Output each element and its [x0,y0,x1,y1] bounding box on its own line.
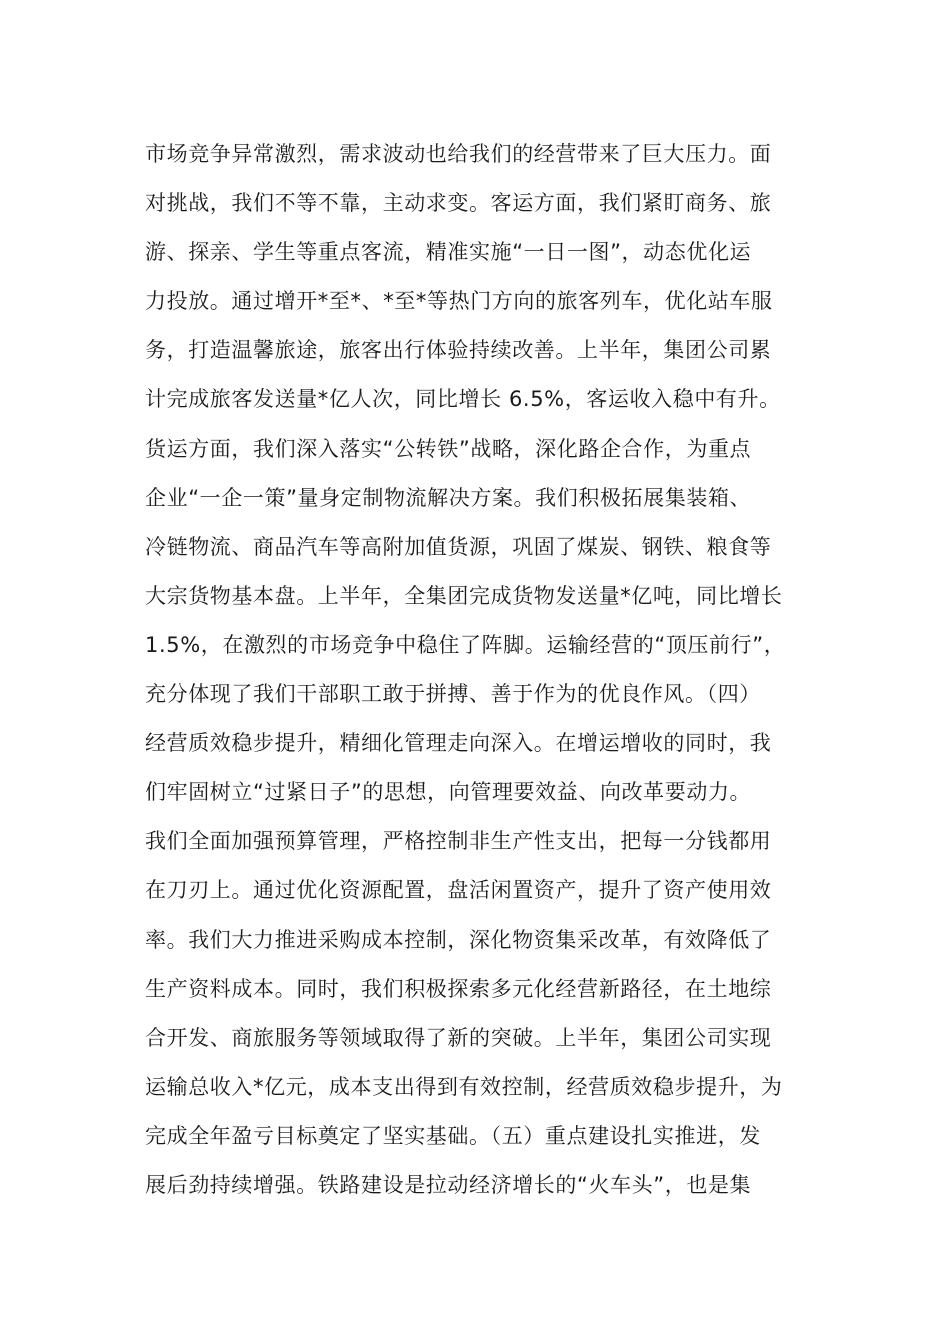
text-line: 1.5%，在激烈的市场竞争中稳住了阵脚。运输经营的“顶压前行”， [145,632,786,657]
text-line: 运输总收入*亿元，成本支出得到有效控制，经营质效稳步提升，为 [145,1074,783,1099]
text-line: 经营质效稳步提升，精细化管理走向深入。在增运增收的同时，我 [145,731,772,756]
text-line: 游、探亲、学生等重点客流，精准实施“一日一图”，动态优化运 [145,240,752,265]
text-line: 力投放。通过增开*至*、*至*等热门方向的旅客列车，优化站车服 [145,289,773,314]
text-line: 我们全面加强预算管理，严格控制非生产性支出，把每一分钱都用 [145,829,772,854]
text-line: 率。我们大力推进采购成本控制，深化物资集采改革，有效降低了 [145,927,772,952]
text-line: 们牢固树立“过紧日子”的思想，向管理要效益、向改革要动力。 [145,780,752,805]
text-line: 计完成旅客发送量*亿人次，同比增长 6.5%，客运收入稳中有升。 [145,387,781,412]
text-line: 企业“一企一策”量身定制物流解决方案。我们积极拓展集装箱、 [145,485,752,510]
text-line: 大宗货物基本盘。上半年，全集团完成货物发送量*亿吨，同比增长 [145,583,783,608]
text-line: 展后劲持续增强。铁路建设是拉动经济增长的“火车头”，也是集 [145,1172,752,1197]
text-line: 合开发、商旅服务等领域取得了新的突破。上半年，集团公司实现 [145,1025,772,1050]
body-text [145,130,815,1210]
text-line: 在刀刃上。通过优化资源配置，盘活闲置资产，提升了资产使用效 [145,878,772,903]
text-line: 充分体现了我们干部职工敢于拼搏、善于作为的优良作风。（四） [145,682,761,707]
text-line: 务，打造温馨旅途，旅客出行体验持续改善。上半年，集团公司累 [145,338,772,363]
text-line: 货运方面，我们深入落实“公转铁”战略，深化路企合作，为重点 [145,436,752,461]
text-line: 对挑战，我们不等不靠，主动求变。客运方面，我们紧盯商务、旅 [145,191,772,216]
text-line: 完成全年盈亏目标奠定了坚实基础。（五）重点建设扎实推进，发 [145,1123,761,1148]
text-line: 冷链物流、商品汽车等高附加值货源，巩固了煤炭、钢铁、粮食等 [145,534,772,559]
text-line: 生产资料成本。同时，我们积极探索多元化经营新路径，在土地综 [145,976,772,1001]
text-line: 市场竞争异常激烈，需求波动也给我们的经营带来了巨大压力。面 [145,142,772,166]
